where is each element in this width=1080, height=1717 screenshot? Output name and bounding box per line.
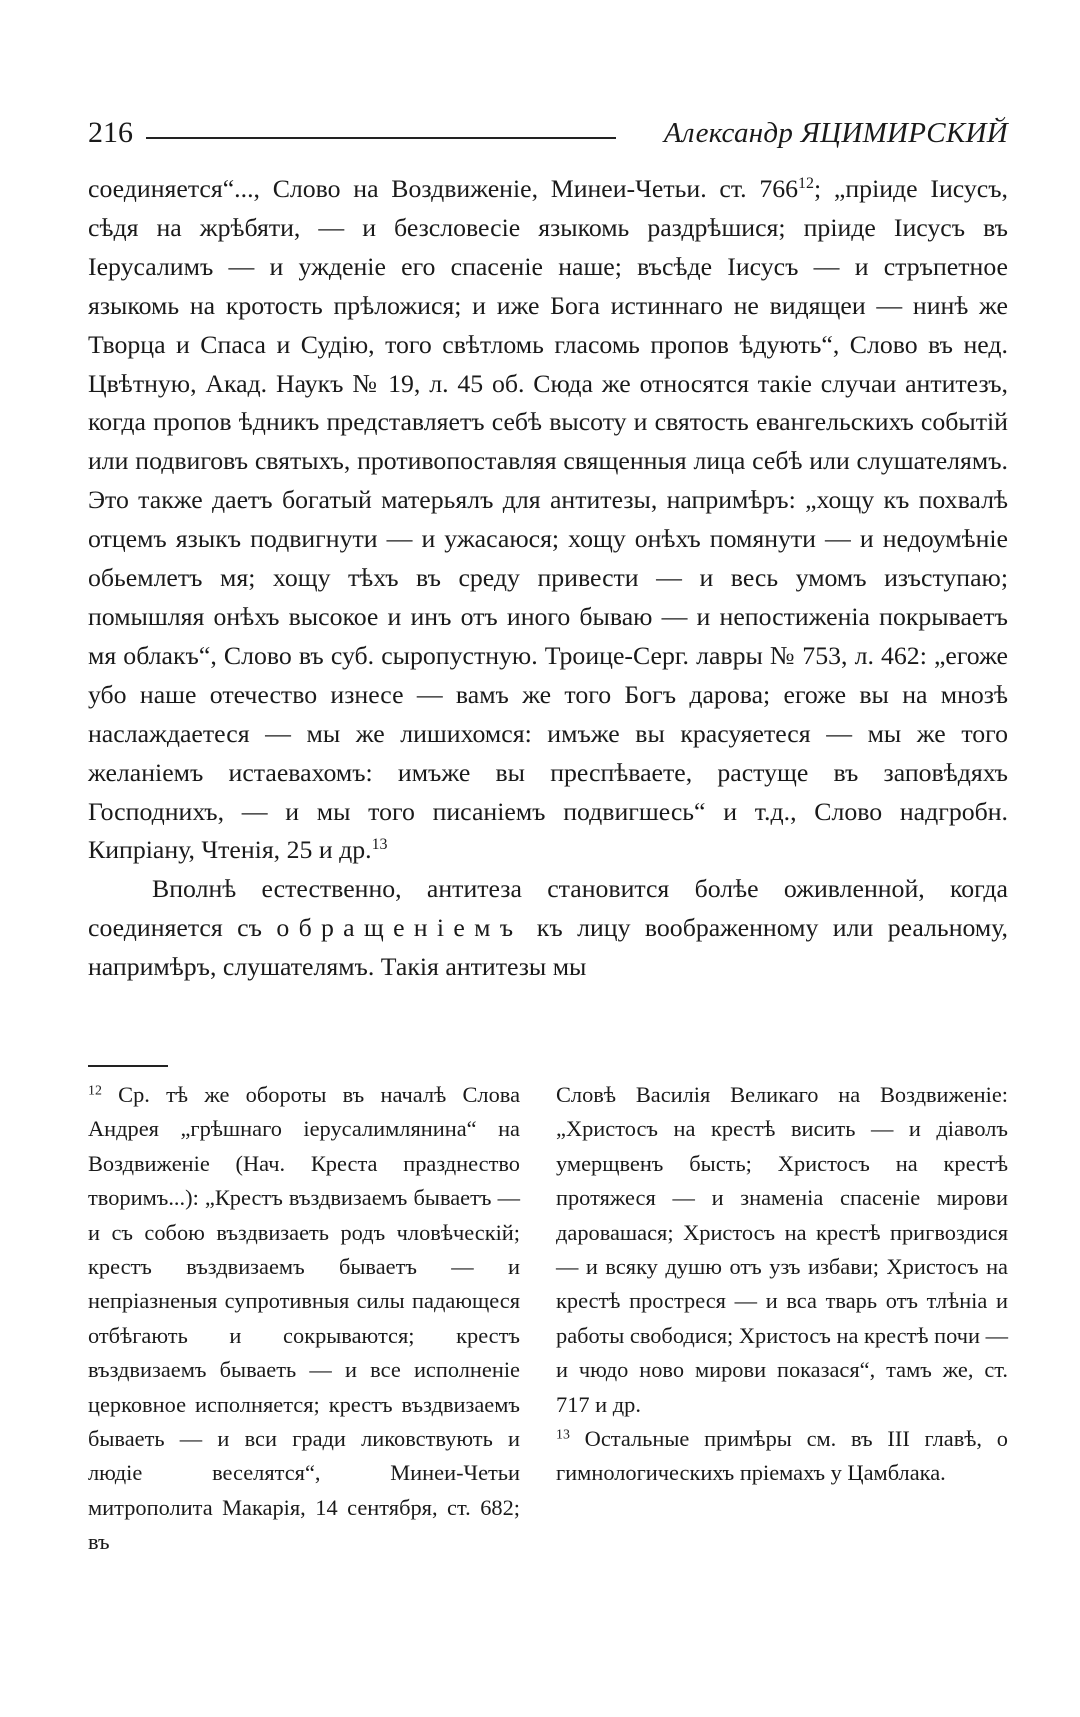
footnotes-left-column — [88, 1078, 520, 1560]
footnote-ref-12[interactable]: 12 — [798, 175, 815, 193]
footnote-13 — [556, 1422, 1008, 1491]
footnote-13-number: 13 — [556, 1427, 570, 1443]
paragraph-2-part-2: къ лицу воображенному или реальному, напримѣръ, слушателямъ. Такія антитезы мы — [88, 913, 1008, 982]
footnote-13-text: Остальные примѣры см. въ III главѣ, о гимнологическихъ пріемахъ у Цамблака. — [556, 1426, 1008, 1486]
main-text — [88, 170, 1008, 987]
paragraph-2-spaced-term: обращеніемъ — [276, 913, 523, 943]
footnote-12 — [88, 1078, 520, 1560]
footnote-12-text: Ср. тѣ же обороты въ началѣ Слова Андрея „грѣшнаго іерусалимлянина“ на Воздвиженіе (Нач. Креста празднество творимъ...): „Крестъ въздвизаемъ бываетъ — и съ собою въздвизаеть родъ чловѣческій; крестъ въздвизаемъ бываетъ — и непріазненыя супротивныя силы падающеся отбѣгають и сокрываются; крестъ въздвизаемъ бываеть — и все исполненіе церковное исполняется; крестъ въздвизаемъ бываеть — и вси гради ликовствують и людіе веселятся“, Минеи-Четьи митрополита Макарія, 14 сентября, ст. 682; въ — [88, 1082, 521, 1555]
paragraph-1-part-1: соединяется“..., Слово на Воздвиженіе, Минеи-Четьи. ст. 766 — [88, 174, 799, 203]
paragraph-1 — [88, 170, 1008, 870]
running-header — [88, 113, 1008, 153]
paragraph-1-part-2: ; „пріиде Іисусъ, сѣдя на жрѣбяти, — и безсловесіе языкомь раздрѣшися; пріиде Іисусъ въ Іерусалимъ — и ужденіе его спасеніе наше; въсѣде Іисусъ — и стръпетное языкомь на кротость прѣложися; и иже Бога истиннаго не видящеи — нинѣ же Творца и Спаса и Судію, того свѣтломь гласомь пропов ѣдують“, Слово въ нед. Цвѣтную, Акад. Наукъ № 19, л. 45 об. Сюда же относятся такіе случаи антитезъ, когда пропов ѣдникъ представляетъ себѣ высоту и святость евангельскихъ событій или подвиговъ святыхъ, противопоставляя священныя лица себѣ или слушателямъ. Это также даетъ богатый матерьялъ для антитезы, напримѣръ: „хощу къ похвалѣ отцемъ языкъ подвигнути — и ужасаюся; хощу онѣхъ помянути — и недоумѣніе обьемлетъ мя; хощу тѣхъ въ среду привести — и весь умомъ изъступаю; помышляя онѣхъ высокое и инъ отъ иного бываю — и непостиженіа покрываетъ мя облакъ“, Слово въ суб. сыропустную. Троице-Серг. лавры № 753, л. 462: „егоже убо наше отечество изнесе — вамъ же того Богъ дарова; егоже вы на мнозѣ наслаждаетеся — мы же лишихомся: имъже вы красуяетеся — мы же того желаніемъ истаевахомъ: имъже вы преспѣваете, растуще въ заповѣдяхъ Господнихъ, — и мы того писаніемъ подвигшесь“ и т.д., Слово надгробн. Кипріану, Чтенія, 25 и др. — [88, 174, 1008, 865]
paragraph-2 — [88, 870, 1008, 987]
footnote-rule — [88, 1065, 168, 1067]
footnote-12-continuation: Словѣ Василія Великаго на Воздвиженіе: „Христосъ на крестѣ висить — и діаволъ умерщвенъ бысть; Христосъ на крестѣ протяжеся — и знаменіа спасеніе мирови даровашася; Христосъ на крестѣ пригвоздися — и всяку душю отъ узъ избави; Христосъ на крестѣ простреся — и вса тварь отъ тлѣніа и работы свободися; Христосъ на крестѣ почи — и чюдо ново мирови показася“, тамъ же, ст. 717 и др. — [556, 1082, 1008, 1417]
header-rule — [146, 137, 616, 139]
paragraph-2-part-1: Вполнѣ естественно, антитеза становится болѣе оживленной, когда соединяется съ — [88, 874, 1008, 943]
footnote-ref-13[interactable]: 13 — [371, 836, 388, 854]
running-author: Александр ЯЦИМИРСКИЙ — [663, 117, 1008, 149]
page-number: 216 — [88, 116, 133, 149]
footnote-12-number: 12 — [88, 1083, 102, 1099]
footnotes-right-column — [556, 1078, 1008, 1491]
